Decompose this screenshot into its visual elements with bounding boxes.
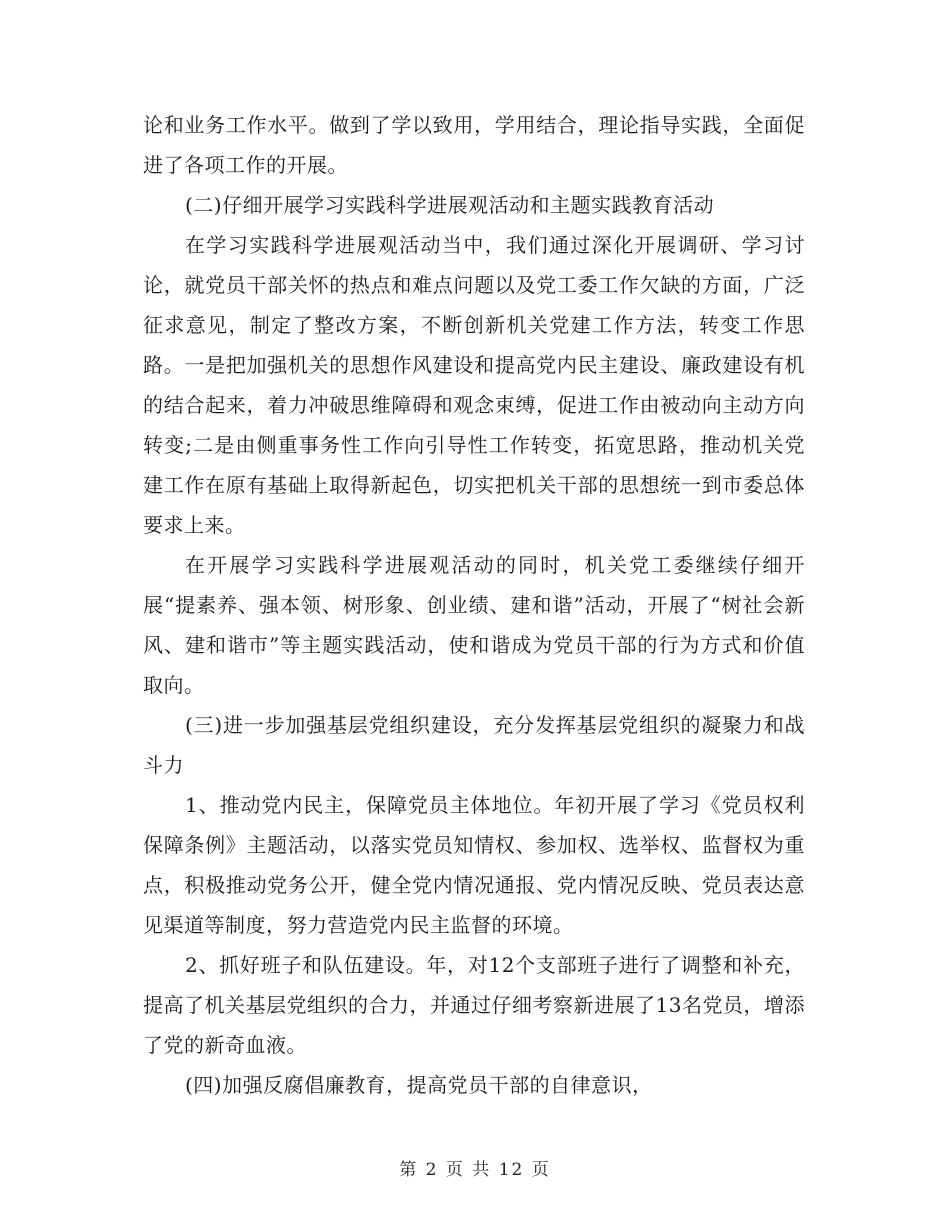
paragraph: 在开展学习实践科学进展观活动的同时，机关党工委继续仔细开展“提素养、强本领、树形象、创业绩、建和谐”活动，开展了“树社会新风、建和谐市”等主题实践活动，使和谐成为党员干部的行为方式和价值取向。: [143, 553, 805, 697]
paragraph-continuation: 论和业务工作水平。做到了学以致用，学用结合，理论指导实践，全面促进了各项工作的开展。: [143, 113, 805, 177]
section-heading-3: (三)进一步加强基层党组织建设，充分发挥基层党组织的凝聚力和战斗力: [143, 713, 805, 777]
paragraph-item-1: 1、推动党内民主，保障党员主体地位。年初开展了学习《党员权利保障条例》主题活动，以落实党员知情权、参加权、选举权、监督权为重点，积极推动党务公开，健全党内情况通报、党内情况反映、党员表达意见渠道等制度，努力营造党内民主监督的环境。: [143, 793, 805, 937]
section-heading-2: (二)仔细开展学习实践科学进展观活动和主题实践教育活动: [185, 193, 715, 217]
section-heading-4: (四)加强反腐倡廉教育，提高党员干部的自律意识，: [185, 1073, 653, 1097]
paragraph-item-2: 2、抓好班子和队伍建设。年，对12个支部班子进行了调整和补充，提高了机关基层党组织的合力，并通过仔细考察新进展了13名党员，增添了党的新奇血液。: [143, 953, 805, 1057]
page-body: [143, 105, 805, 1105]
paragraph: 在学习实践科学进展观活动当中，我们通过深化开展调研、学习讨论，就党员干部关怀的热点和难点问题以及党工委工作欠缺的方面，广泛征求意见，制定了整改方案，不断创新机关党建工作方法，转变工作思路。一是把加强机关的思想作风建设和提高党内民主建设、廉政建设有机的结合起来，着力冲破思维障碍和观念束缚，促进工作由被动向主动方向转变;二是由侧重事务性工作向引导性工作转变，拓宽思路，推动机关党建工作在原有基础上取得新起色，切实把机关干部的思想统一到市委总体要求上来。: [143, 233, 805, 537]
page-footer: 第 2 页 共 12 页: [399, 1160, 551, 1180]
